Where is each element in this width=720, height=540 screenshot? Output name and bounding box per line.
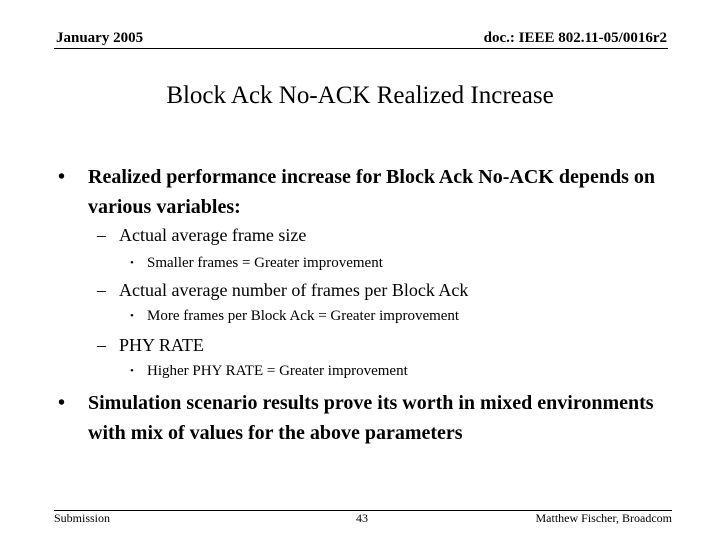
sub-sub-bullet-text: Higher PHY RATE = Greater improvement — [147, 363, 408, 379]
bullet-text: Realized performance increase for Block Ack No-ACK depends on various variables: — [88, 166, 655, 218]
bullet-mark: • — [58, 166, 66, 188]
sub-sub-bullet-text: More frames per Block Ack = Greater improvement — [147, 308, 460, 324]
sub-sub-bullet-text: Smaller frames = Greater improvement — [147, 255, 383, 271]
bullet-mark: • — [130, 365, 134, 377]
bullet-mark: • — [58, 392, 66, 414]
sub-bullet-text: Actual average frame size — [119, 225, 307, 245]
sub-sub-bullet-smaller-frames — [130, 253, 383, 273]
sub-bullet-text: PHY RATE — [119, 335, 204, 355]
header-date: January 2005 — [56, 30, 144, 46]
dash-mark: – — [97, 280, 106, 300]
header-divider — [54, 48, 668, 49]
bullet-realized-performance — [58, 162, 668, 222]
slide-title: Block Ack No-ACK Realized Increase — [166, 82, 554, 109]
sub-sub-bullet-more-frames — [130, 306, 459, 326]
footer-author: Matthew Fischer, Broadcom — [535, 511, 672, 525]
dash-mark: – — [97, 335, 106, 355]
sub-bullet-text: Actual average number of frames per Block Ack — [119, 280, 469, 300]
header-doc-id: doc.: IEEE 802.11-05/0016r2 — [483, 30, 667, 46]
bullet-text: Simulation scenario results prove its worth in mixed environments with mix of values for the above parameters — [88, 392, 654, 444]
page-number: 43 — [356, 511, 368, 525]
sub-sub-bullet-higher-phy-rate — [130, 361, 408, 381]
bullet-mark: • — [130, 257, 134, 269]
sub-bullet-phy-rate — [97, 333, 204, 357]
sub-bullet-frame-size — [97, 223, 306, 247]
bullet-mark: • — [130, 310, 134, 322]
sub-bullet-frames-per-block-ack — [97, 278, 468, 302]
bullet-simulation-results — [58, 388, 668, 448]
dash-mark: – — [97, 225, 106, 245]
footer-submission: Submission — [54, 511, 111, 525]
